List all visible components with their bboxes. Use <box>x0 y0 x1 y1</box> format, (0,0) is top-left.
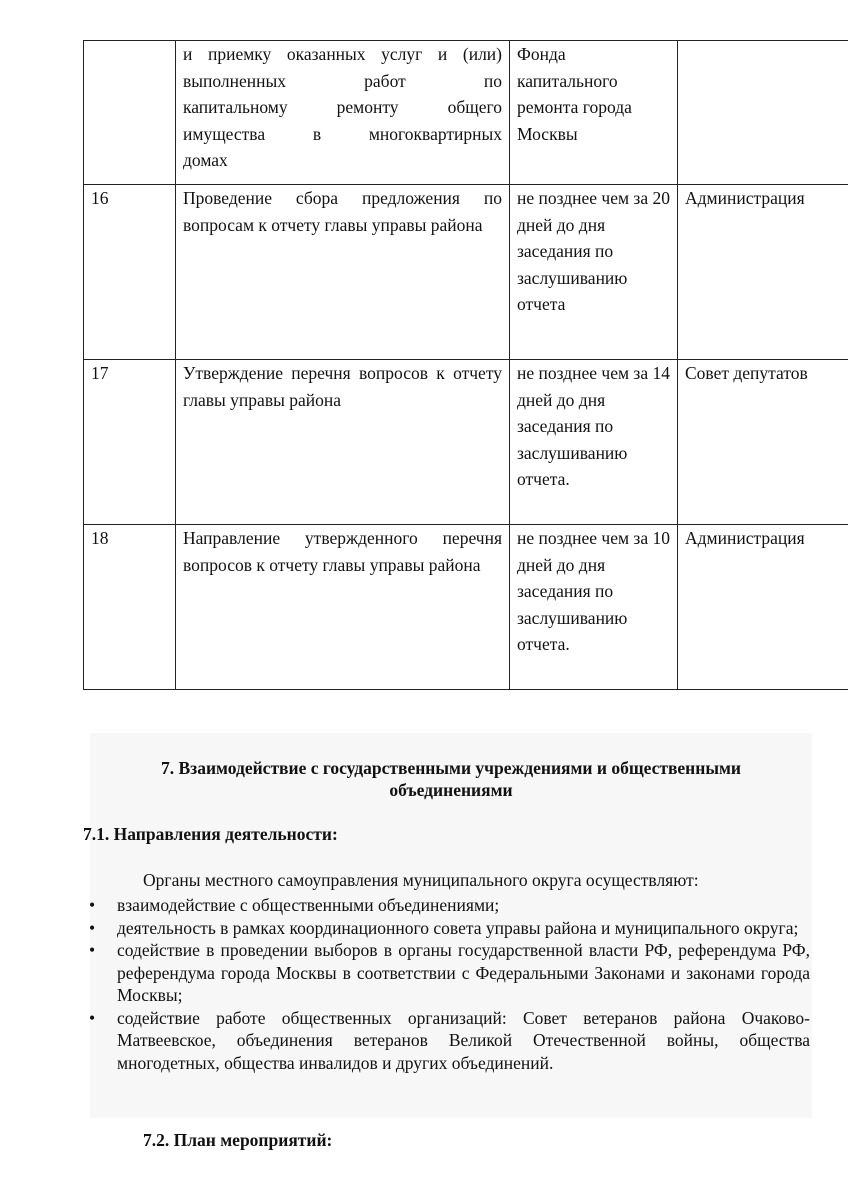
list-item-text: деятельность в рамках координационного совета управы района и муниципального округа; <box>117 917 799 938</box>
list-item-text: содействие в проведении выборов в органы государственной власти РФ, референдума РФ, референдума города Москвы в соответствии с Федеральными Законами и законами города Москвы; <box>117 940 810 1005</box>
list-item <box>83 894 810 917</box>
list-item <box>83 1007 810 1075</box>
table-row <box>84 185 848 360</box>
section-title: 7. Взаимодействие с государственными учреждениями и общественными <box>161 758 741 778</box>
responsible-cell: Совет депутатов <box>678 360 848 525</box>
events-table <box>83 40 848 690</box>
responsible-cell <box>678 41 848 185</box>
intro-paragraph: Органы местного самоуправления муниципального округа осуществляют: <box>143 870 699 890</box>
activity-list <box>83 894 810 1074</box>
deadline-cell: не позднее чем за 14 дней до дня заседания по заслушиванию отчета. <box>510 360 678 525</box>
list-item-text: взаимодействие с общественными объединениями; <box>117 895 500 915</box>
table-row <box>84 360 848 525</box>
responsible-cell: Администрация <box>678 185 848 360</box>
row-number-cell <box>84 41 176 185</box>
table-row <box>84 525 848 690</box>
deadline-cell: не позднее чем за 10 дней до дня заседания по заслушиванию отчета. <box>510 525 678 690</box>
row-number-cell: 17 <box>84 360 176 525</box>
action-cell: Проведение сбора предложения по вопросам к отчету главы управы района <box>176 185 510 360</box>
deadline-cell: не позднее чем за 20 дней до дня заседания по заслушиванию отчета <box>510 185 678 360</box>
responsible-cell: Администрация <box>678 525 848 690</box>
action-line: имущества в многоквартирных <box>183 123 502 144</box>
action-line: капитальному ремонту общего <box>183 97 502 117</box>
bullet-icon: • <box>89 1007 96 1028</box>
bullet-icon: • <box>89 940 96 960</box>
list-item <box>83 917 810 940</box>
action-cell: Направление утвержденного перечня вопросов к отчету главы управы района <box>176 525 510 690</box>
action-line: и приемку оказанных услуг и (или) <box>183 44 502 64</box>
deadline-cell: Фонда капитального ремонта города Москвы <box>510 41 678 185</box>
bullet-icon: • <box>89 917 96 938</box>
section-title-continued: объединениями <box>389 780 513 800</box>
row-number-cell: 16 <box>84 185 176 360</box>
action-cell: Утверждение перечня вопросов к отчету главы управы района <box>176 360 510 525</box>
list-item <box>83 939 810 1007</box>
action-cell <box>176 41 510 185</box>
subsection-title: 7.2. План мероприятий: <box>143 1130 333 1150</box>
table-row <box>84 41 848 185</box>
subsection-title: 7.1. Направления деятельности: <box>83 824 338 844</box>
action-line: домах <box>183 150 228 170</box>
row-number-cell: 18 <box>84 525 176 690</box>
list-item-text: содействие работе общественных организаций: Совет ветеранов района Очаково-Матвеевское, объединения ветеранов Великой Отечественной войны, общества многодетных, общества инвалидов и других объединений. <box>117 1007 810 1073</box>
action-line: выполненных работ по <box>183 70 502 91</box>
bullet-icon: • <box>89 895 96 915</box>
